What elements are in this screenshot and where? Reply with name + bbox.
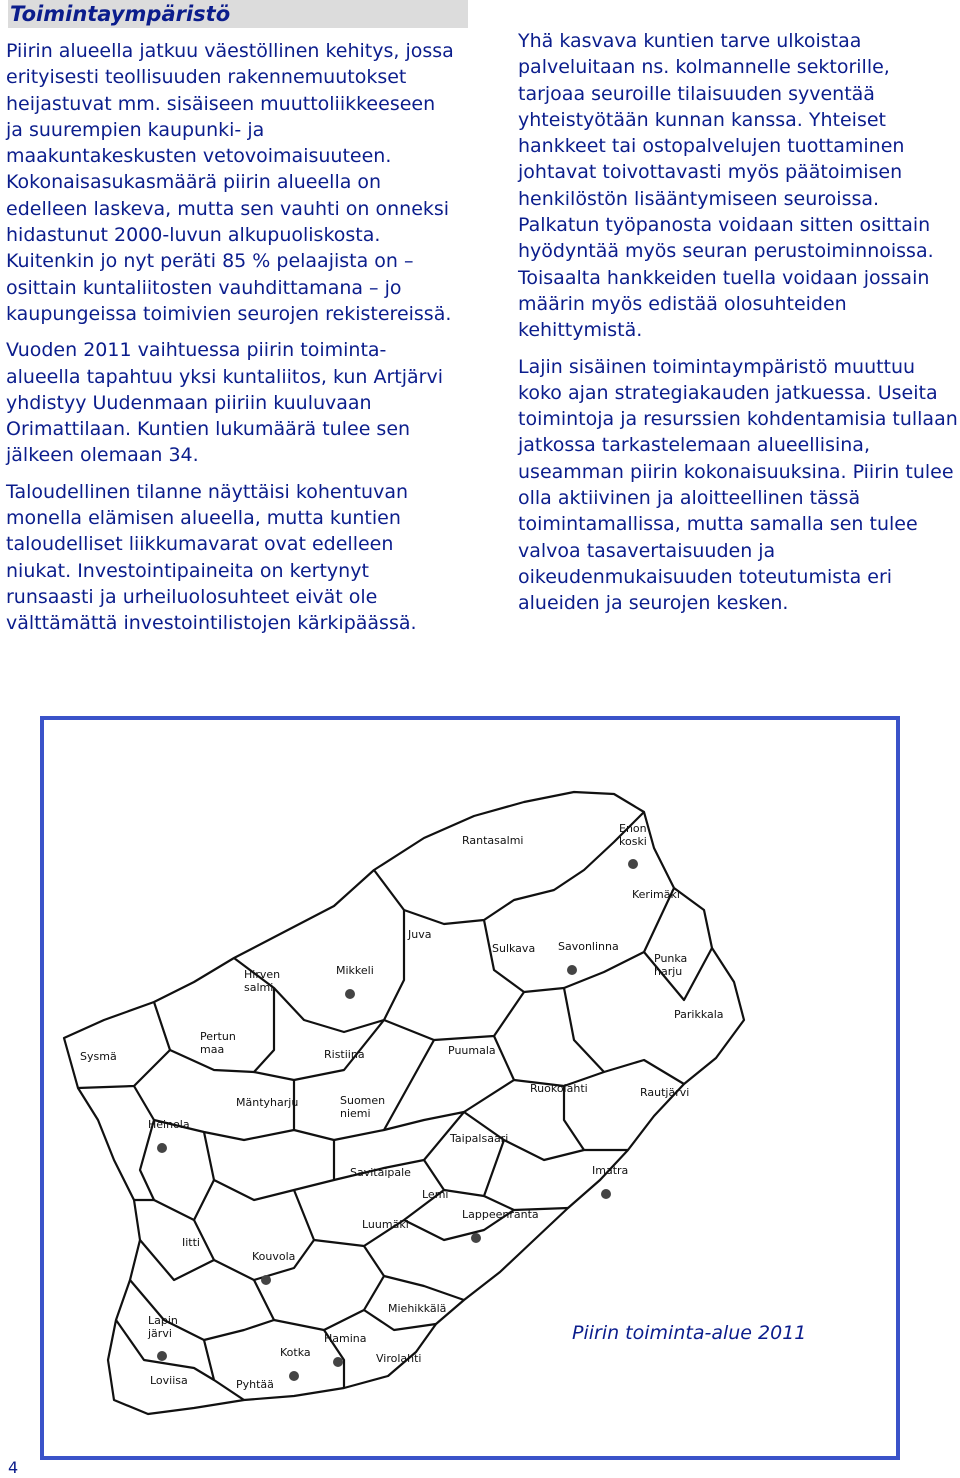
city-dot: [345, 989, 355, 999]
paragraph: Yhä kasvava kuntien tarve ulkoistaa palveluitaan ns. kolmannelle sektorille, tarjoaa seuroille tilaisuuden syventää yhteistyötään kunnan kanssa. Yhteiset hankkeet tai ostopalvelujen tuottaminen johtavat toivottavasti myös päätoimisen henkilöstön lisääntymiseen seuroissa. Palkatun työpanosta voidaan sitten osittain hyödyntää myös seuran perustoiminnoissa. Toisaalta hankkeiden tuella voidaan jossain määrin myös edistää olosuhteiden kehittymistä.: [518, 30, 934, 342]
map-label: Lemi: [422, 1188, 449, 1201]
right-column: [518, 28, 960, 627]
map-label: Mäntyharju: [236, 1096, 299, 1109]
map-label: Puumala: [448, 1044, 496, 1057]
city-dot: [471, 1233, 481, 1243]
city-dot: [333, 1357, 343, 1367]
map-label: Rantasalmi: [462, 834, 524, 847]
map-label: Kotka: [280, 1346, 311, 1359]
map-label: Punka harju: [654, 952, 688, 978]
map-label: Suomen niemi: [340, 1094, 386, 1120]
map-label: Lapin järvi: [148, 1314, 178, 1340]
map-label: Iitti: [182, 1236, 200, 1249]
region-map: [44, 720, 896, 1456]
map-label: Mikkeli: [336, 964, 374, 977]
map-label: Lappeenranta: [462, 1208, 539, 1221]
map-label: Taipalsaari: [450, 1132, 509, 1145]
map-label: Ristiina: [324, 1048, 365, 1061]
map-caption: Piirin toiminta-alue 2011: [572, 1322, 807, 1344]
map-label: Sysmä: [80, 1050, 117, 1063]
map-label: Parikkala: [674, 1008, 724, 1021]
map-label: Imatra: [592, 1164, 629, 1177]
map-label: Kouvola: [252, 1250, 296, 1263]
map-label: Savitaipale: [350, 1166, 411, 1179]
paragraph: Taloudellinen tilanne näyttäisi kohentuvan monella elämisen alueella, mutta kuntien taloudelliset liikkumavarat ovat edelleen niukat. Investointipaineita on kertynyt runsaasti ja urheiluolosuhteet eivät ole välttämättä investointilistojen kärkipäässä.: [6, 480, 417, 635]
map-label: Ruokolahti: [530, 1082, 588, 1095]
city-dot: [628, 859, 638, 869]
map-label: Sulkava: [492, 942, 536, 955]
city-dot: [157, 1351, 167, 1361]
map-label: Loviisa: [150, 1374, 188, 1387]
paragraph: Lajin sisäinen toimintaympäristö muuttuu koko ajan strategiakauden jatkuessa. Useita toimintoja ja resurssien kohdentamisia tullaan jatkossa tarkastelemaan alueellisina, useamman piirin kokonaisuuksina. Piirin tulee olla aktiivinen ja aloitteellinen tässä toimintamallissa, mutta samalla sen tulee valvoa tasavertaisuuden ja oikeudenmukaisuuden toteutumista eri alueiden ja seurojen kesken.: [518, 355, 958, 615]
paragraph: Vuoden 2011 vaihtuessa piirin toiminta-alueella tapahtuu yksi kuntaliitos, kun Artjärvi yhdistyy Uudenmaan piiriin kuuluvaan Orimattilaan. Kuntien lukumäärä tulee sen jälkeen olemaan 34.: [6, 339, 443, 467]
section-heading: Toimintaympäristö: [8, 0, 468, 28]
page-number: 4: [8, 1458, 19, 1477]
map-label: Kerimäki: [632, 888, 680, 901]
map-figure: [40, 716, 900, 1460]
map-label: Hirven salmi: [244, 968, 281, 994]
map-label: Luumäki: [362, 1218, 409, 1231]
map-label: Pyhtää: [236, 1378, 274, 1391]
map-label: Pertun maa: [200, 1030, 236, 1056]
map-label: Juva: [408, 928, 432, 941]
city-dot: [567, 965, 577, 975]
paragraph: Piirin alueella jatkuu väestöllinen kehitys, jossa erityisesti teollisuuden rakennemuutokset heijastuvat mm. sisäiseen muuttoliikkeeseen ja suurempien kaupunki- ja maakuntakeskusten vetovoimaisuuteen. Kokonaisasukasmäärä piirin alueella on edelleen laskeva, mutta sen vauhti on onneksi hidastunut 2000-luvun alkupuoliskosta. Kuitenkin jo nyt peräti 85 % pelaajista on – osittain kuntaliitosten vauhdittamana – jo kaupungeissa toimivien seurojen rekistereissä.: [6, 40, 454, 325]
map-label: Enon koski: [619, 822, 647, 848]
map-label: Virolahti: [376, 1352, 422, 1365]
map-label: Savonlinna: [558, 940, 619, 953]
map-label: Rautjärvi: [640, 1086, 690, 1099]
city-dot: [157, 1143, 167, 1153]
city-dot: [261, 1275, 271, 1285]
map-label: Hamina: [324, 1332, 367, 1345]
city-dot: [601, 1189, 611, 1199]
map-label: Miehikkälä: [388, 1302, 447, 1315]
map-label: Heinola: [148, 1118, 190, 1131]
city-dot: [289, 1371, 299, 1381]
left-column: [6, 38, 456, 647]
